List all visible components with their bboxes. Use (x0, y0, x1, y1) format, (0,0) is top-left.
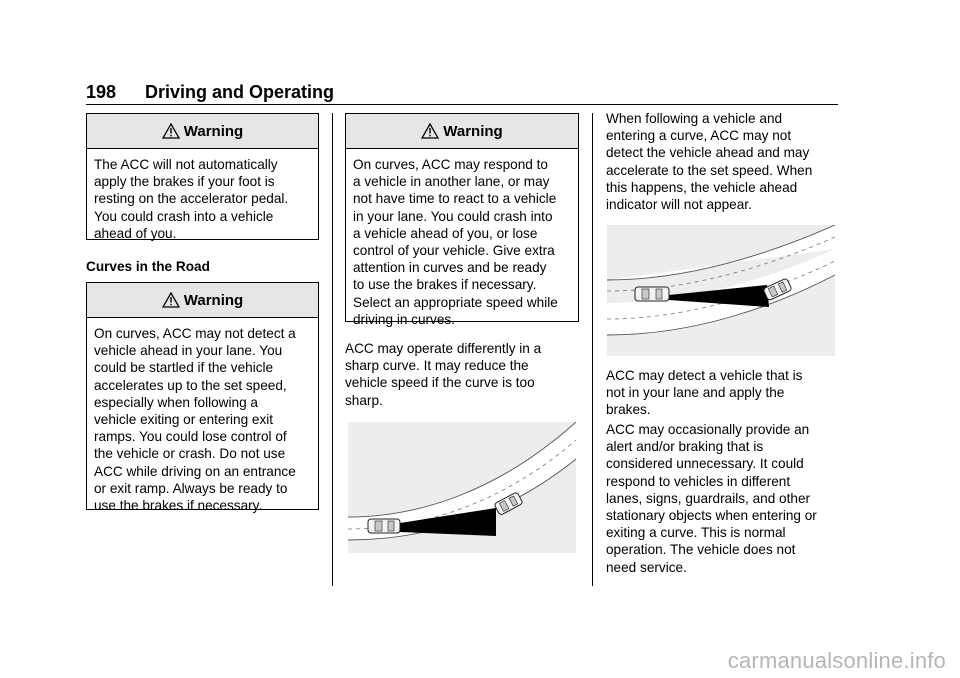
text-line: not in your lane and apply the (606, 385, 785, 401)
curve-illustration-2 (607, 225, 835, 356)
warning-triangle-icon (162, 123, 180, 139)
text-line: On curves, ACC may not detect a (94, 326, 296, 341)
car-icon (635, 287, 669, 301)
page-header (86, 82, 838, 105)
text-line: indicator will not appear. (606, 197, 752, 213)
text-line: ACC may operate differently in a (345, 341, 542, 356)
warning-text (346, 149, 578, 334)
subheading-curves: Curves in the Road (86, 259, 210, 274)
text-line: operation. The vehicle does not (606, 542, 796, 558)
text-line: the vehicle or crash. Do not use (94, 446, 286, 462)
text-line: could be startled if the vehicle (94, 360, 274, 376)
warning-text (87, 318, 318, 520)
text-line: entering a curve, ACC may not (606, 128, 792, 144)
text-line: apply the brakes if your foot is (94, 174, 275, 190)
curve-road-diagram (607, 225, 835, 356)
text-line: detect the vehicle ahead and may (606, 145, 810, 161)
text-line: ACC may detect a vehicle that is (606, 368, 803, 383)
warning-text (87, 149, 318, 248)
warning-box-3 (345, 113, 579, 327)
watermark: carmanualsonline.info (727, 648, 946, 673)
page-number: 198 (86, 82, 117, 102)
text-line: to use the brakes if necessary. (353, 277, 537, 293)
text-line: attention in curves and be ready (353, 260, 547, 276)
text-line: vehicle ahead in your lane. You (94, 343, 283, 359)
warning-box-header (87, 283, 318, 318)
car-icon (368, 519, 400, 533)
text-line: On curves, ACC may respond to (353, 157, 548, 172)
warning-title: Warning (183, 291, 244, 309)
text-line: brakes. (606, 402, 651, 418)
text-line: especially when following a (94, 394, 258, 410)
text-line: ACC may occasionally provide an (606, 422, 810, 437)
text-line: in your lane. You could crash into (353, 208, 553, 224)
column-divider-2 (592, 113, 593, 586)
text-line: respond to vehicles in different (606, 473, 791, 489)
column-divider-1 (332, 113, 333, 586)
text-line: considered unnecessary. It could (606, 456, 804, 472)
text-line: control of your vehicle. Give extra (353, 243, 555, 259)
text-line: a vehicle ahead of you, or lose (353, 225, 538, 241)
text-line: or exit ramp. Always be ready to (94, 480, 288, 496)
text-line: a vehicle in another lane, or may (353, 174, 550, 190)
warning-box-2 (86, 282, 319, 514)
text-line: resting on the accelerator pedal. (94, 191, 289, 207)
text-line: ahead of you. (94, 225, 177, 241)
warning-title: Warning (443, 122, 503, 140)
text-line: sharp. (345, 392, 383, 408)
text-line: this happens, the vehicle ahead (606, 179, 798, 195)
text-line: exiting a curve. This is normal (606, 525, 786, 541)
curve-illustration-1 (348, 422, 576, 553)
text-line: stationary objects when entering or (606, 508, 817, 524)
warning-box-header (346, 114, 578, 149)
text-line: vehicle exiting or entering exit (94, 412, 274, 428)
section-title: Driving and Operating (145, 82, 335, 102)
text-line: sharp curve. It may reduce the (345, 358, 529, 374)
text-line: The ACC will not automatically (94, 157, 278, 172)
warning-triangle-icon (162, 292, 180, 308)
paragraph-following-vehicle (606, 110, 812, 213)
text-line: ACC while driving on an entrance (94, 463, 296, 479)
text-line: You could crash into a vehicle (94, 208, 274, 224)
warning-title: Warning (183, 122, 244, 140)
curve-road-diagram (348, 422, 576, 553)
text-line: Select an appropriate speed while (353, 294, 558, 310)
text-line: need service. (606, 559, 687, 575)
text-line: use the brakes if necessary. (94, 498, 263, 514)
paragraph-sharp-curve (345, 340, 541, 409)
warning-box-1 (86, 113, 319, 240)
text-line: vehicle speed if the curve is too (345, 375, 535, 391)
text-line: accelerate to the set speed. When (606, 162, 813, 178)
text-line: lanes, signs, guardrails, and other (606, 490, 811, 506)
warning-box-header (87, 114, 318, 149)
paragraph-detect-other-lane (606, 367, 802, 419)
paragraph-unnecessary-alert (606, 421, 817, 576)
text-line: not have time to react to a vehicle (353, 191, 557, 207)
text-line: When following a vehicle and (606, 111, 783, 126)
text-line: accelerates up to the set speed, (94, 377, 287, 393)
warning-triangle-icon (421, 123, 439, 139)
text-line: driving in curves. (353, 311, 455, 327)
text-line: ramps. You could lose control of (94, 429, 287, 445)
text-line: alert and/or braking that is (606, 439, 764, 455)
